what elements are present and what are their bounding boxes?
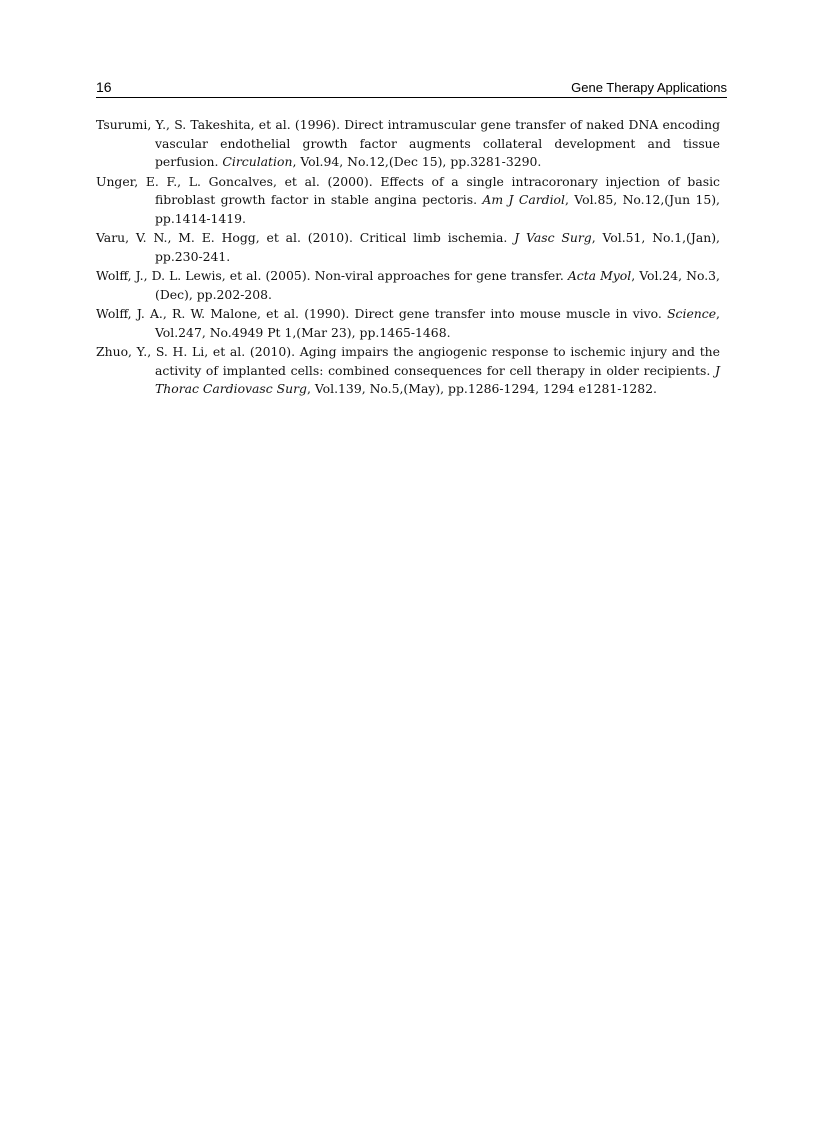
reference-details: , Vol.94, No.12,(Dec 15), pp.3281-3290. [292,154,542,170]
reference-text: Wolff, J., D. L. Lewis, et al. (2005). Non-viral approaches for gene transfer. [96,268,568,284]
journal-name: J Thorac Cardiovasc Surg [155,362,720,397]
reference-text: Wolff, J. A., R. W. Malone, et al. (1990). Direct gene transfer into mouse muscle in vivo. [96,306,668,322]
reference-entry [96,267,720,304]
reference-text: Varu, V. N., M. E. Hogg, et al. (2010). Critical limb ischemia. [96,230,515,246]
journal-name: Am J Cardiol [482,192,565,208]
journal-name: Acta Myol [567,268,632,284]
page-number: 16 [96,79,112,95]
reference-details: , Vol.51, No.1,(Jan), pp.230-241. [155,230,720,264]
reference-entry [96,229,720,266]
reference-list [96,116,720,400]
running-header [96,79,727,98]
reference-text: Tsurumi, Y., S. Takeshita, et al. (1996). Direct intramuscular gene transfer of naked DNA encoding vascular endothelial growth factor augments collateral development and tissue perfusion. [96,117,720,170]
reference-entry [96,116,720,172]
book-title: Gene Therapy Applications [571,80,727,95]
journal-name: J Vasc Surg [514,230,592,246]
journal-name: Circulation [222,154,293,170]
reference-entry [96,173,720,229]
reference-details: , Vol.247, No.4949 Pt 1,(Mar 23), pp.1465-1468. [155,306,720,340]
reference-details: , Vol.139, No.5,(May), pp.1286-1294, 1294 e1281-1282. [307,381,657,397]
journal-name: Science [667,306,717,322]
reference-text: Unger, E. F., L. Goncalves, et al. (2000). Effects of a single intracoronary injection of basic fibroblast growth factor in stable angina pectoris. [96,173,720,208]
reference-entry [96,305,720,342]
reference-details: , Vol.24, No.3,(Dec), pp.202-208. [155,268,720,302]
reference-details: , Vol.85, No.12,(Jun 15), pp.1414-1419. [155,192,720,226]
reference-entry [96,343,720,399]
reference-text: Zhuo, Y., S. H. Li, et al. (2010). Aging impairs the angiogenic response to ischemic injury and the activity of implanted cells: combined consequences for cell therapy in older recipients. [96,344,720,378]
